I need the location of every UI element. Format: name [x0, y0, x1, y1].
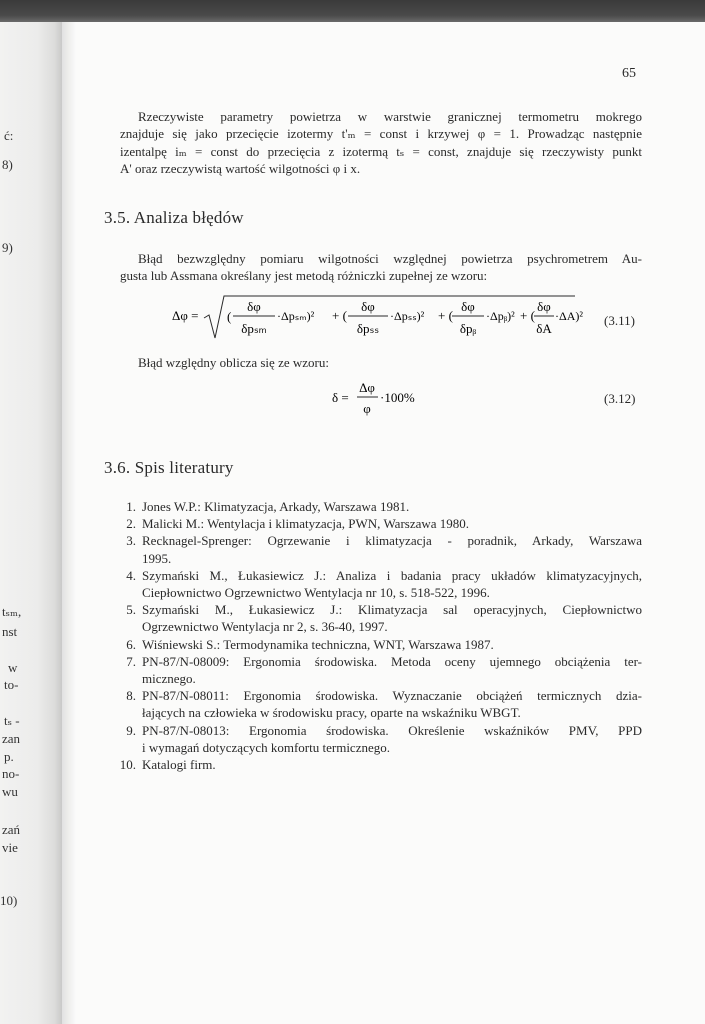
reference-number: 4.	[126, 567, 136, 583]
fraction-numerator: δφ	[537, 299, 551, 314]
reference-item	[120, 636, 642, 653]
left-fragment: ć:	[4, 128, 14, 143]
reference-item	[120, 687, 642, 721]
equation-3-12-formula	[330, 378, 440, 422]
reference-number: 8.	[126, 688, 136, 704]
term-tail: ·ΔA)²	[555, 309, 583, 323]
reference-line: Malicki M.: Wentylacja i klimatyzacja, PWN, Warszawa 1980.	[142, 516, 470, 532]
reference-line: PN-87/N-08013: Ergonomia środowiska. Określenie wskaźników PMV, PPD	[142, 722, 642, 738]
reference-number: 10.	[119, 757, 136, 773]
left-fragment: tₛ -	[4, 713, 20, 728]
reference-line: micznego.	[142, 671, 196, 687]
reference-line: PN-87/N-08009: Ergonomia środowiska. Metoda oceny ujemnego obciążenia ter-	[142, 653, 642, 669]
plus-sign: + (	[332, 308, 347, 323]
equation-number: (3.11)	[604, 313, 635, 328]
reference-line: Szymański M., Łukasiewicz J.: Analiza i badania pracy układów klimatyzacyjnych,	[142, 567, 642, 583]
reference-line: Wiśniewski S.: Termodynamika techniczna, WNT, Warszawa 1987.	[142, 636, 494, 652]
fraction-numerator: δφ	[461, 299, 475, 314]
reference-list	[120, 498, 642, 773]
reference-item	[120, 722, 642, 756]
fraction-denominator: δpₛₛ	[356, 321, 380, 336]
left-fragment: w	[8, 660, 18, 675]
page-number: 65	[622, 66, 636, 81]
left-fragment: p.	[4, 749, 14, 764]
reference-item	[120, 498, 642, 515]
reference-line: Ciepłownictwo Ogrzewnictwo Wentylacja nr 10, s. 518-522, 1996.	[142, 585, 490, 601]
left-fragment: tₛₘ,	[2, 604, 22, 619]
equation-3-11-formula	[170, 290, 583, 346]
reference-item	[120, 567, 642, 601]
section-3-5-paragraph	[120, 250, 642, 285]
reference-item	[120, 756, 642, 773]
reference-line: PN-87/N-08011: Ergonomia środowiska. Wyznaczanie obciążeń termicznych dzia-	[142, 688, 642, 704]
scan-top-border	[0, 0, 705, 22]
reference-number: 7.	[126, 653, 136, 669]
equation-lhs: δ =	[332, 390, 349, 405]
term-tail: ·Δpₛₛ)²	[390, 309, 425, 323]
text-line: Błąd względny oblicza się ze wzoru:	[138, 355, 329, 370]
text-line: A' oraz rzeczywistą wartość wilgotności φ i x.	[120, 161, 361, 177]
plus-sign: + (	[438, 308, 453, 323]
equation-number: (3.12)	[604, 391, 636, 406]
fraction-denominator: δpᵦ	[459, 321, 477, 336]
term-tail: ·Δpₛₘ)²	[277, 309, 315, 323]
gutter-shadow	[62, 22, 76, 1024]
left-fragment: 9)	[2, 240, 13, 255]
left-fragment: to-	[4, 677, 19, 692]
left-fragment: 8)	[2, 157, 13, 172]
fraction-numerator: δφ	[247, 299, 261, 314]
text-line: znajduje się jako przecięcie izotermy t'ₘ = const i krzywej φ = 1. Prowadząc następnie	[120, 126, 642, 142]
reference-line: Ogrzewnictwo Wentylacja nr 2, s. 36-40, 1997.	[142, 619, 388, 635]
text-line: Błąd bezwzględny pomiaru wilgotności względnej powietrza psychrometrem Au-	[138, 251, 642, 266]
reference-number: 1.	[126, 499, 136, 514]
reference-number: 9.	[126, 722, 136, 738]
left-fragment: vie	[2, 840, 18, 855]
left-fragment: zań	[2, 822, 21, 837]
open-paren: (	[227, 309, 232, 324]
reference-item	[120, 601, 642, 635]
reference-item	[120, 653, 642, 687]
text-line: Rzeczywiste parametry powietrza w warstwie granicznej termometru mokrego	[138, 109, 642, 124]
reference-number: 2.	[126, 516, 136, 532]
left-fragment: 10)	[0, 893, 18, 908]
reference-number: 6.	[126, 636, 136, 652]
reference-number: 3.	[126, 533, 136, 549]
left-fragment: wu	[2, 784, 18, 799]
reference-line: Recknagel-Sprenger: Ogrzewanie i klimatyzacja - poradnik, Arkady, Warszawa	[142, 533, 642, 549]
reference-item	[120, 532, 642, 566]
reference-number: 5.	[126, 602, 136, 618]
fraction-numerator: δφ	[361, 299, 375, 314]
left-fragment: no-	[2, 766, 20, 781]
reference-line: łających na człowieka w środowisku pracy, oparte na wskaźniku WBGT.	[142, 705, 521, 721]
reference-line: Katalogi firm.	[142, 757, 216, 773]
fraction-denominator: φ	[363, 401, 371, 416]
fraction-denominator: δpₛₘ	[241, 321, 267, 336]
section-3-5-paragraph-2	[138, 354, 438, 371]
reference-line: 1995.	[142, 550, 172, 566]
term-tail: ·100%	[380, 390, 415, 405]
section-heading-3-6: 3.6. Spis literatury	[104, 458, 234, 477]
reference-item	[120, 515, 642, 532]
text-line: izentalpę iₘ = const do przecięcia z izotermą tₛ = const, znajduje się rzeczywisty punkt	[120, 143, 642, 159]
reference-line: i wymagań dotyczących komfortu termicznego.	[142, 739, 390, 755]
left-fragment: zan	[2, 731, 21, 746]
section-heading-3-5: 3.5. Analiza błędów	[104, 208, 244, 227]
fraction-denominator: δA	[536, 321, 552, 336]
left-fragment: nst	[2, 624, 18, 639]
intro-paragraph	[120, 108, 642, 178]
text-line: gusta lub Assmana określany jest metodą różniczki zupełnej ze wzoru:	[120, 268, 488, 284]
reference-line: Szymański M., Łukasiewicz J.: Klimatyzacja sal operacyjnych, Ciepłownictwo	[142, 602, 642, 618]
equation-lhs: Δφ =	[172, 308, 199, 323]
term-tail: ·Δpᵦ)²	[486, 309, 515, 323]
plus-sign: + (	[520, 308, 535, 323]
fraction-numerator: Δφ	[359, 380, 375, 395]
reference-line: Jones W.P.: Klimatyzacja, Arkady, Warszawa 1981.	[142, 499, 410, 514]
